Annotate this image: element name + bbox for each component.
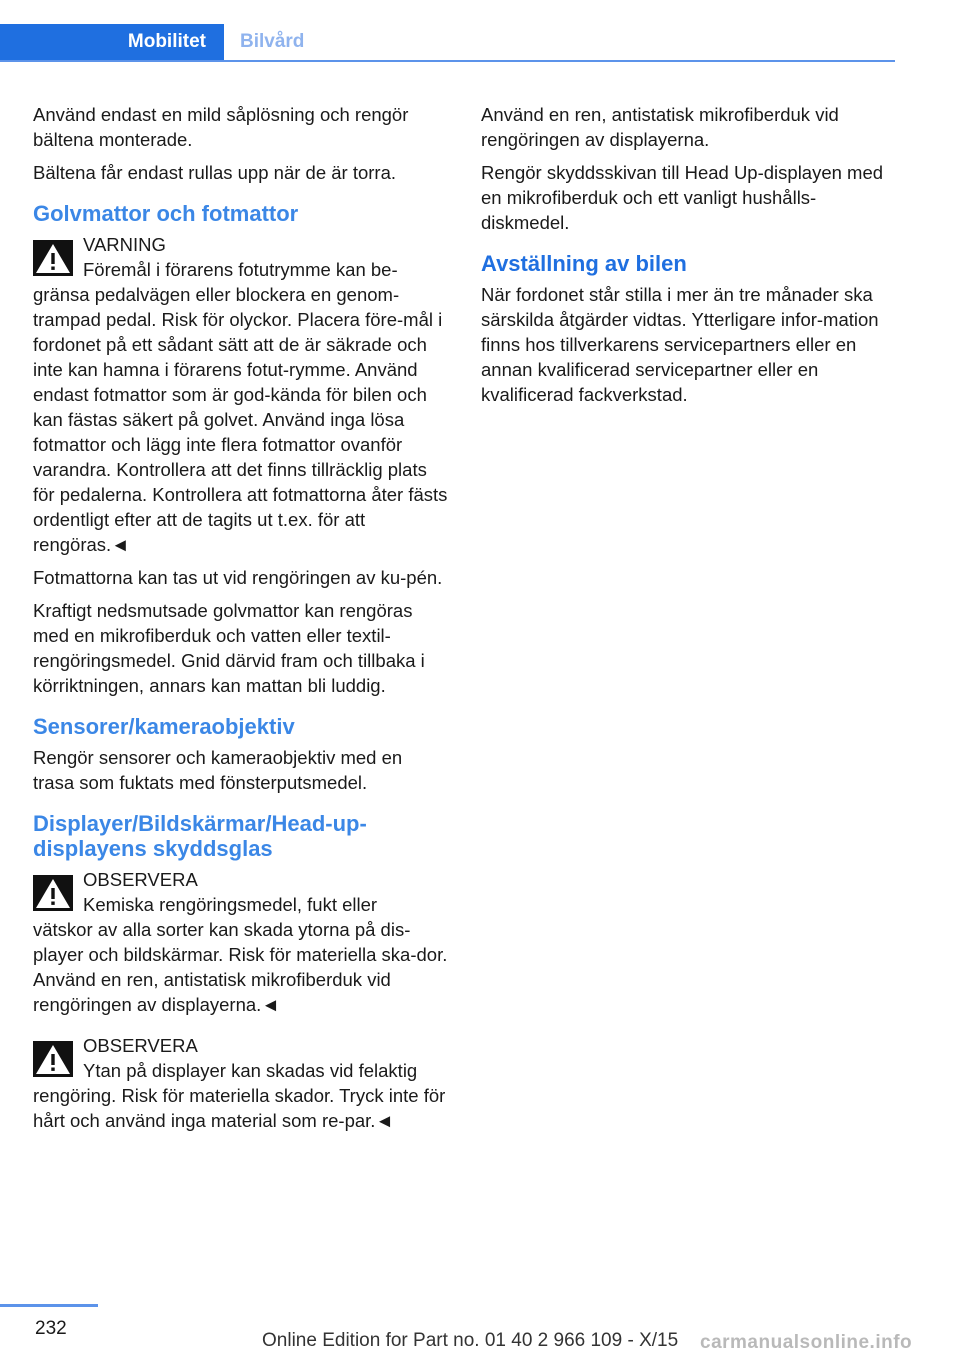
- tab-bilvard[interactable]: Bilvård: [240, 31, 305, 52]
- right-column: [481, 102, 896, 415]
- footer-divider: [0, 1304, 98, 1307]
- watermark: carmanualsonline.info: [700, 1332, 913, 1353]
- warning-first-line: Föremål i förarens fotutrymme kan be-: [83, 259, 398, 280]
- notice-text: vätskor av alla sorter kan skada ytorna på dis-player och bildskärmar. Risk för materiella ska-dor. Använd en ren, antistatisk mikrofiberduk vid rengöringen av displayerna.◄: [33, 919, 448, 1015]
- edition-text: Online Edition for Part no. 01 40 2 966 109 - X/15: [262, 1330, 679, 1351]
- paragraph-belt-cleaning: Använd endast en mild såplösning och rengör bältena monterade.: [33, 104, 409, 150]
- notice-text: rengöring. Risk för materiella skador. Tryck inte för hårt och använd inga material som re-par.◄: [33, 1085, 446, 1131]
- page-number: 232: [35, 1318, 67, 1339]
- heading-displays: Displayer/Bildskärmar/Head-up-displayens skyddsglas: [33, 811, 367, 861]
- notice-label: OBSERVERA: [83, 869, 198, 890]
- paragraph-hud-cleaning: Rengör skyddsskivan till Head Up-displayen med en mikrofiberduk och ett vanligt hushålls-diskmedel.: [481, 162, 884, 233]
- paragraph-mats-removable: Fotmattorna kan tas ut vid rengöringen av ku-pén.: [33, 567, 443, 588]
- notice-block-surface: [33, 1033, 448, 1133]
- warning-triangle-icon: [33, 875, 73, 911]
- left-column: [33, 102, 448, 1141]
- paragraph-belt-dry: Bältena får endast rullas upp när de är torra.: [33, 162, 397, 183]
- notice-block-chemicals: [33, 867, 448, 1017]
- paragraph-storage: När fordonet står stilla i mer än tre månader ska särskilda åtgärder vidtas. Ytterligare infor-mation finns hos tillverkarens servicepartners eller en annan kvalificerad servicepartner eller en kvalificerad fackverkstad.: [481, 284, 879, 405]
- notice-label: OBSERVERA: [83, 1035, 198, 1056]
- heading-floor-mats: Golvmattor och fotmattor: [33, 201, 299, 226]
- warning-triangle-icon: [33, 240, 73, 276]
- notice-first-line: Kemiska rengöringsmedel, fukt eller: [83, 894, 378, 915]
- paragraph-sensors: Rengör sensorer och kameraobjektiv med en trasa som fuktats med fönsterputsmedel.: [33, 747, 403, 793]
- warning-text: gränsa pedalvägen eller blockera en genom-trampad pedal. Risk för olyckor. Placera före-mål i fordonet på ett sådant sätt att de är säkrade och inte kan hamna i förarens fotut-rymme. Använd endast fotmattor som är god-kända för bilen och kan fästas säkert på golvet. Använd inga lösa fotmattor och lägg inte flera fotmattor ovanför varandra. Kontrollera att det finns tillräcklig plats för pedalerna. Kontrollera att fotmattorna åter fästs ordentligt efter att de tagits ut t.ex. för att rengöras.◄: [33, 284, 448, 555]
- heading-storage: Avställning av bilen: [481, 251, 687, 276]
- notice-first-line: Ytan på displayer kan skadas vid felaktig: [83, 1060, 418, 1081]
- warning-triangle-icon: [33, 1041, 73, 1077]
- header-divider: [0, 60, 895, 62]
- heading-sensors: Sensorer/kameraobjektiv: [33, 714, 295, 739]
- paragraph-antistatic-cloth: Använd en ren, antistatisk mikrofiberduk vid rengöringen av displayerna.: [481, 104, 839, 150]
- chapter-tabs: [0, 24, 895, 62]
- warning-label: VARNING: [83, 234, 166, 255]
- tab-mobilitet[interactable]: Mobilitet: [0, 24, 224, 60]
- paragraph-mats-cleaning: Kraftigt nedsmutsade golvmattor kan rengöras med en mikrofiberduk och vatten eller textil-rengöringsmedel. Gnid därvid fram och tillbaka i körriktningen, annars kan mattan bli luddig.: [33, 600, 425, 696]
- warning-block-floor-mats: [33, 232, 448, 557]
